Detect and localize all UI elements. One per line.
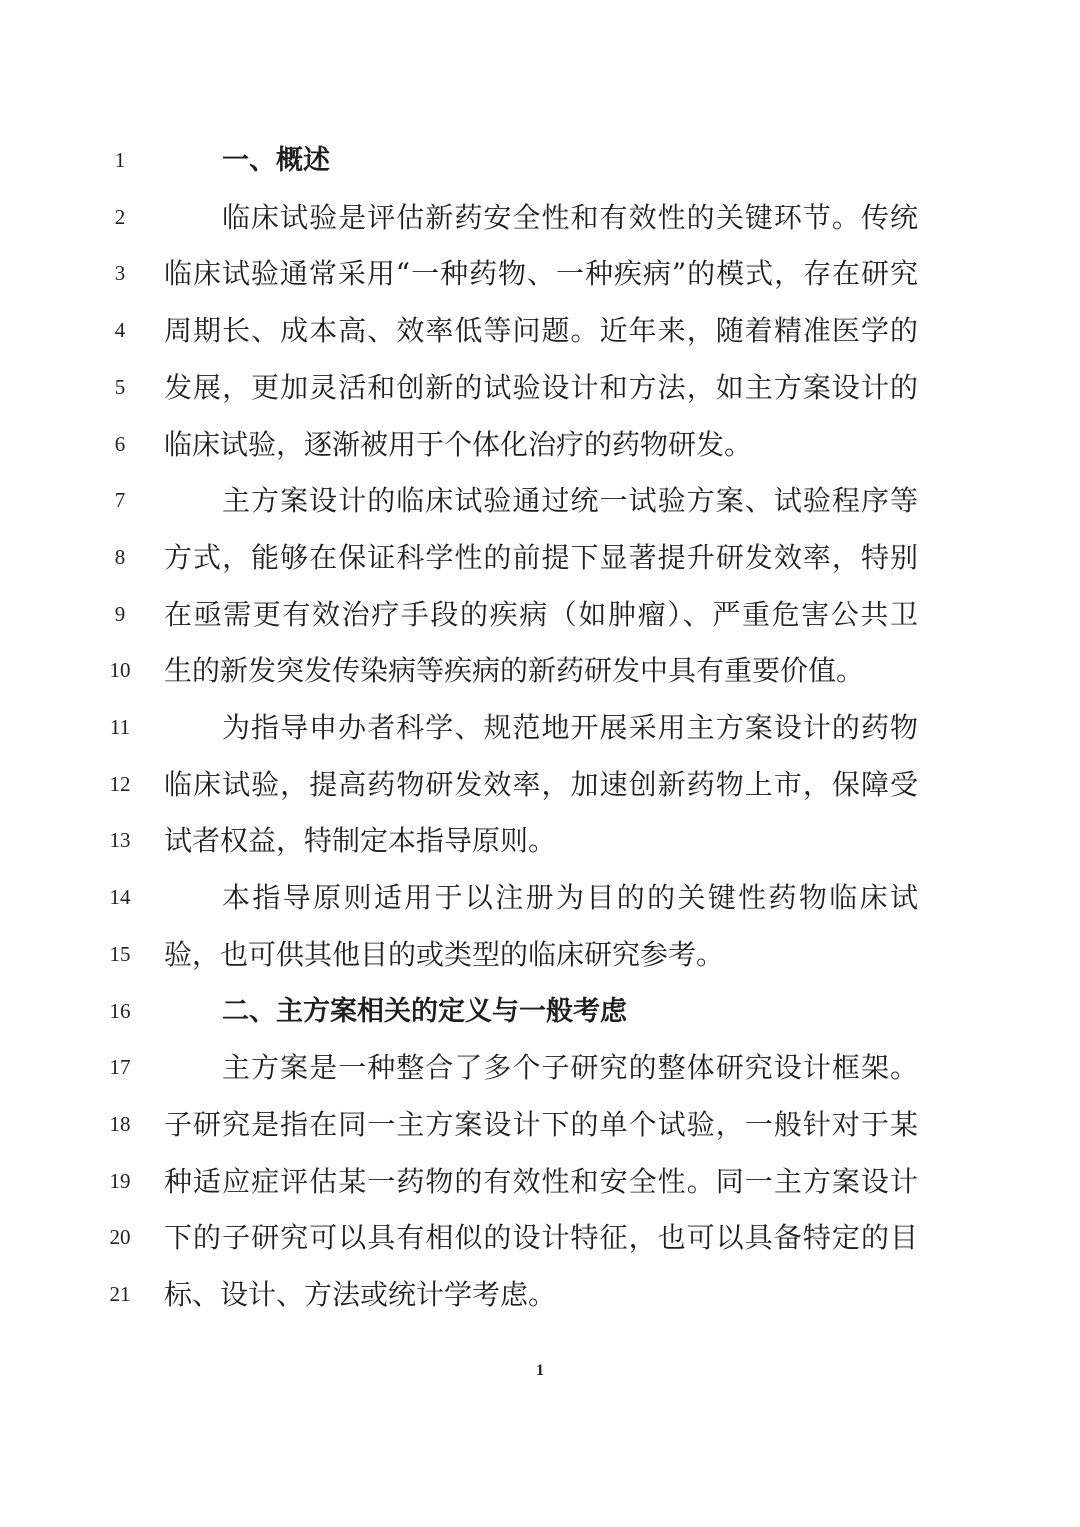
line-number: 7 bbox=[114, 488, 126, 513]
body-text-line: 本指导原则适用于以注册为目的的关键性药物临床试 bbox=[222, 881, 918, 915]
line-number: 5 bbox=[114, 374, 126, 399]
body-text-line: 主方案是一种整合了多个子研究的整体研究设计框架。 bbox=[222, 1051, 918, 1085]
document-line bbox=[0, 1266, 1080, 1323]
document-line bbox=[0, 642, 1080, 699]
body-text-line: 标、设计、方法或统计学考虑。 bbox=[164, 1278, 557, 1311]
line-number: 6 bbox=[114, 431, 126, 456]
body-text-line: 临床试验是评估新药安全性和有效性的关键环节。传统 bbox=[222, 200, 918, 234]
line-number: 21 bbox=[109, 1282, 131, 1306]
line-number: 3 bbox=[114, 261, 126, 286]
line-number: 11 bbox=[109, 715, 131, 739]
document-line bbox=[0, 586, 1080, 643]
line-number: 15 bbox=[109, 941, 131, 966]
document-line bbox=[0, 529, 1080, 586]
body-text-line: 生的新发突发传染病等疾病的新药研发中具有重要价值。 bbox=[164, 654, 865, 688]
line-number: 1 bbox=[114, 148, 126, 172]
body-text-line: 方式，能够在保证科学性的前提下显著提升研发效率，特别 bbox=[164, 540, 918, 574]
document-line bbox=[0, 359, 1080, 416]
line-number: 16 bbox=[109, 998, 131, 1023]
document-line bbox=[0, 1209, 1080, 1266]
line-number: 19 bbox=[109, 1168, 131, 1193]
document-line bbox=[0, 1096, 1080, 1153]
document-line bbox=[0, 472, 1080, 529]
body-text-line: 临床试验，提高药物研发效率，加速创新药物上市，保障受 bbox=[164, 767, 918, 801]
line-number: 12 bbox=[109, 771, 131, 796]
section-heading: 二、主方案相关的定义与一般考虑 bbox=[222, 995, 627, 1027]
line-number: 17 bbox=[109, 1055, 131, 1080]
line-number: 10 bbox=[109, 658, 131, 683]
document-line bbox=[0, 189, 1080, 246]
document-line bbox=[0, 1153, 1080, 1210]
line-number: 18 bbox=[109, 1111, 131, 1136]
body-text-line: 临床试验，逐渐被用于个体化治疗的药物研发。 bbox=[164, 427, 753, 461]
line-number: 8 bbox=[114, 544, 126, 569]
document-line bbox=[0, 1039, 1080, 1096]
line-number: 4 bbox=[114, 318, 126, 343]
document-line bbox=[0, 132, 1080, 189]
document-line bbox=[0, 926, 1080, 983]
body-text-line: 下的子研究可以具有相似的设计特征，也可以具备特定的目 bbox=[164, 1221, 918, 1255]
document-line bbox=[0, 699, 1080, 756]
body-text-line: 临床试验通常采用“一种药物、一种疾病”的模式，存在研究 bbox=[164, 257, 918, 291]
page-number: 1 bbox=[536, 1362, 544, 1379]
line-number: 14 bbox=[109, 885, 131, 910]
document-line bbox=[0, 245, 1080, 302]
document-line bbox=[0, 812, 1080, 869]
body-text-line: 子研究是指在同一主方案设计下的单个试验，一般针对于某 bbox=[164, 1107, 918, 1141]
body-text-line: 种适应症评估某一药物的有效性和安全性。同一主方案设计 bbox=[164, 1164, 918, 1198]
document-line bbox=[0, 983, 1080, 1040]
body-text-line: 为指导申办者科学、规范地开展采用主方案设计的药物 bbox=[222, 711, 918, 744]
body-text-line: 试者权益，特制定本指导原则。 bbox=[164, 824, 557, 858]
body-text-line: 主方案设计的临床试验通过统一试验方案、试验程序等 bbox=[222, 484, 918, 518]
body-text-line: 在亟需更有效治疗手段的疾病（如肿瘤）、严重危害公共卫 bbox=[164, 597, 918, 631]
document-line bbox=[0, 302, 1080, 359]
document-line bbox=[0, 756, 1080, 813]
line-number: 9 bbox=[114, 601, 126, 626]
body-text-line: 发展，更加灵活和创新的试验设计和方法，如主方案设计的 bbox=[164, 370, 918, 404]
section-heading: 一、概述 bbox=[222, 145, 330, 176]
document-line bbox=[0, 416, 1080, 473]
line-number: 13 bbox=[109, 828, 131, 853]
line-number: 2 bbox=[114, 204, 126, 229]
body-text-line: 验，也可供其他目的或类型的临床研究参考。 bbox=[164, 937, 725, 971]
body-text-line: 周期长、成本高、效率低等问题。近年来，随着精准医学的 bbox=[164, 314, 918, 348]
document-line bbox=[0, 869, 1080, 926]
line-number: 20 bbox=[109, 1225, 131, 1250]
